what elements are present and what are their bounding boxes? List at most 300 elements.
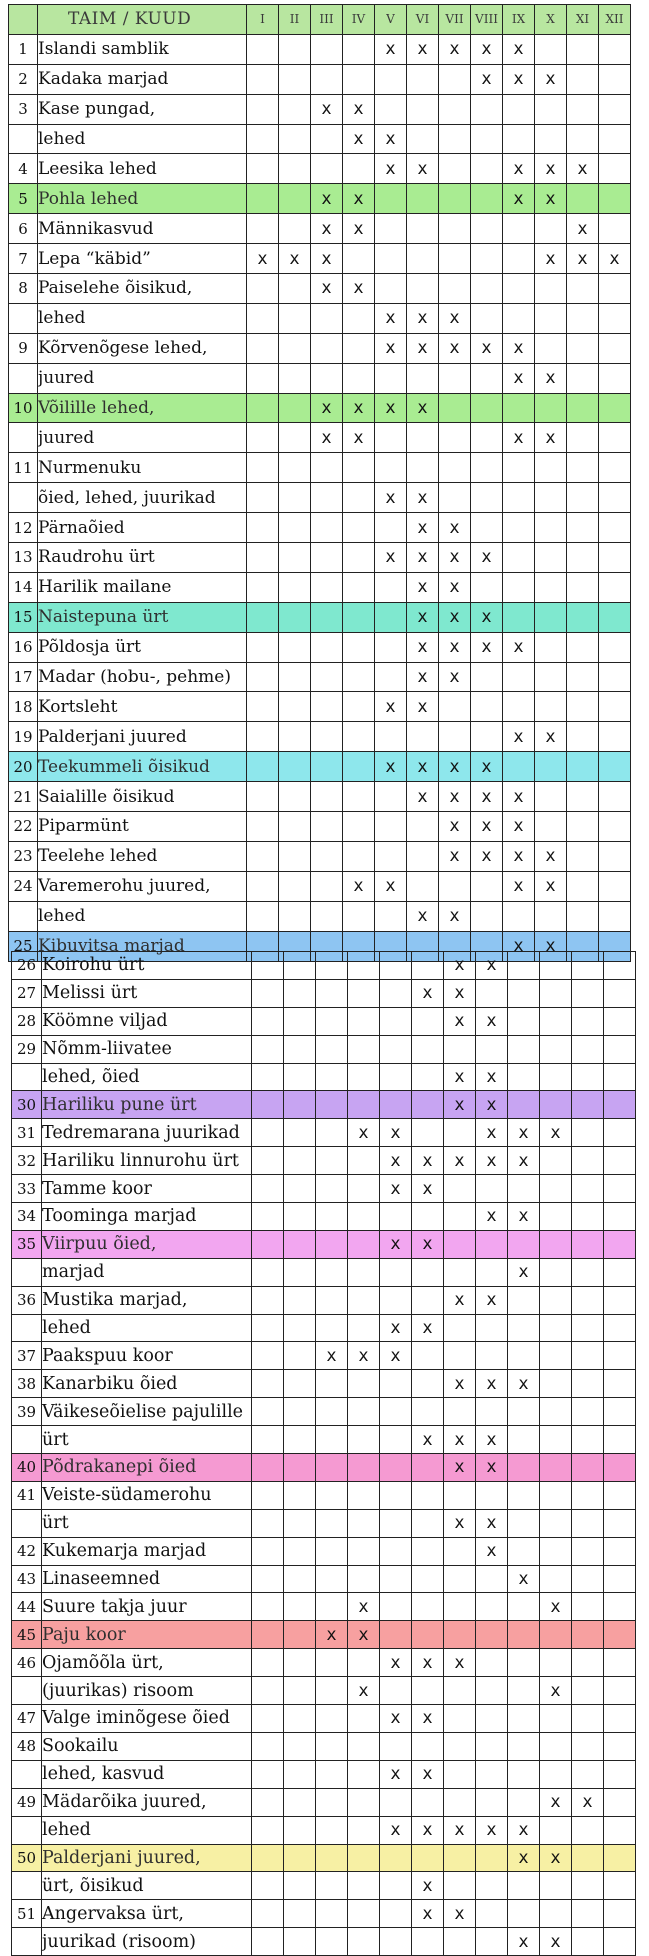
month-cell xyxy=(572,1900,604,1928)
month-cell xyxy=(604,1677,636,1705)
harvest-mark: x xyxy=(380,1760,412,1788)
harvest-mark: x xyxy=(503,841,535,871)
month-cell xyxy=(247,692,279,722)
row-number: 46 xyxy=(12,1649,42,1677)
month-cell xyxy=(316,1370,348,1398)
harvest-mark: x xyxy=(599,244,631,274)
month-cell xyxy=(380,1398,412,1426)
month-cell xyxy=(599,901,631,931)
month-cell xyxy=(535,692,567,722)
harvest-mark: x xyxy=(503,632,535,662)
month-cell xyxy=(567,662,599,692)
month-cell xyxy=(476,1788,508,1816)
month-cell xyxy=(572,1454,604,1482)
month-cell xyxy=(503,393,535,423)
month-cell xyxy=(604,1091,636,1119)
month-cell xyxy=(599,64,631,94)
month-cell xyxy=(535,901,567,931)
month-cell xyxy=(604,952,636,980)
month-cell xyxy=(343,543,375,573)
month-cell xyxy=(444,1258,476,1286)
harvest-mark: x xyxy=(508,1370,540,1398)
month-cell xyxy=(412,952,444,980)
harvest-mark: x xyxy=(311,94,343,124)
harvest-mark: x xyxy=(407,692,439,722)
month-cell xyxy=(252,1593,284,1621)
month-cell xyxy=(252,1230,284,1258)
month-cell xyxy=(348,1147,380,1175)
month-cell xyxy=(375,572,407,602)
month-cell xyxy=(348,1426,380,1454)
herb-row-45 xyxy=(12,1621,636,1649)
month-cell xyxy=(407,363,439,393)
month-cell xyxy=(311,453,343,483)
month-cell xyxy=(284,1732,316,1760)
harvest-mark: x xyxy=(407,572,439,602)
month-cell xyxy=(572,1342,604,1370)
month-cell xyxy=(380,1732,412,1760)
month-cell xyxy=(252,1258,284,1286)
herb-row-38 xyxy=(12,1370,636,1398)
month-cell xyxy=(252,1509,284,1537)
row-number xyxy=(12,1872,42,1900)
month-cell xyxy=(412,1509,444,1537)
harvest-mark: x xyxy=(407,632,439,662)
month-cell xyxy=(540,1816,572,1844)
month-cell xyxy=(284,1900,316,1928)
month-cell xyxy=(540,1509,572,1537)
herb-name: Suure takja juur xyxy=(42,1593,252,1621)
herb-row-30 xyxy=(12,1091,636,1119)
month-cell xyxy=(572,1175,604,1203)
month-cell xyxy=(247,34,279,64)
month-cell xyxy=(567,303,599,333)
herb-name: Naistepuna ürt xyxy=(38,602,247,632)
month-cell xyxy=(599,662,631,692)
month-cell xyxy=(599,543,631,573)
month-cell xyxy=(471,244,503,274)
harvest-mark: x xyxy=(412,1816,444,1844)
herb-name: Kukemarja marjad xyxy=(42,1537,252,1565)
month-cell xyxy=(412,1258,444,1286)
month-cell xyxy=(508,1649,540,1677)
herb-row-47 xyxy=(12,1705,636,1733)
month-cell xyxy=(380,1677,412,1705)
month-cell xyxy=(343,64,375,94)
month-cell xyxy=(540,1732,572,1760)
month-cell xyxy=(412,1091,444,1119)
month-cell xyxy=(444,1537,476,1565)
harvest-mark: x xyxy=(375,692,407,722)
harvest-mark: x xyxy=(380,1342,412,1370)
month-cell xyxy=(444,1314,476,1342)
month-cell xyxy=(311,901,343,931)
month-cell xyxy=(311,782,343,812)
herb-row-continuation xyxy=(12,1872,636,1900)
month-cell xyxy=(316,1816,348,1844)
month-cell xyxy=(316,979,348,1007)
month-cell xyxy=(279,602,311,632)
month-cell xyxy=(279,453,311,483)
month-cell xyxy=(348,1565,380,1593)
month-cell xyxy=(343,154,375,184)
month-cell xyxy=(375,782,407,812)
month-cell xyxy=(412,1063,444,1091)
row-number: 40 xyxy=(12,1454,42,1482)
month-cell xyxy=(279,94,311,124)
harvest-mark: x xyxy=(439,513,471,543)
month-cell xyxy=(535,572,567,602)
harvest-mark: x xyxy=(439,752,471,782)
month-cell xyxy=(343,901,375,931)
harvest-mark: x xyxy=(407,34,439,64)
harvest-mark: x xyxy=(380,1816,412,1844)
row-number: 22 xyxy=(9,812,38,842)
herb-name: Pohla lehed xyxy=(38,184,247,214)
row-number: 50 xyxy=(12,1844,42,1872)
month-cell xyxy=(540,1426,572,1454)
month-cell xyxy=(279,423,311,453)
harvest-mark: x xyxy=(375,483,407,513)
herb-row-26 xyxy=(12,952,636,980)
month-cell xyxy=(540,952,572,980)
month-cell xyxy=(284,979,316,1007)
month-cell xyxy=(604,1816,636,1844)
month-cell xyxy=(540,1314,572,1342)
row-number: 47 xyxy=(12,1705,42,1733)
month-cell xyxy=(412,1481,444,1509)
harvest-mark: x xyxy=(348,1593,380,1621)
harvest-mark: x xyxy=(476,1147,508,1175)
harvest-mark: x xyxy=(476,1091,508,1119)
harvest-mark: x xyxy=(471,752,503,782)
herb-row-continuation xyxy=(9,124,631,154)
harvest-mark: x xyxy=(535,931,567,961)
harvest-mark: x xyxy=(343,184,375,214)
herb-name: lehed xyxy=(38,124,247,154)
month-cell xyxy=(476,1398,508,1426)
month-cell xyxy=(252,1342,284,1370)
month-cell xyxy=(471,662,503,692)
month-cell xyxy=(252,1203,284,1231)
month-cell xyxy=(348,1091,380,1119)
month-cell xyxy=(316,1928,348,1956)
harvest-mark: x xyxy=(444,1091,476,1119)
month-cell xyxy=(476,1760,508,1788)
month-cell xyxy=(252,1147,284,1175)
month-cell xyxy=(311,812,343,842)
month-cell xyxy=(535,393,567,423)
herb-name: Valge iminõgese õied xyxy=(42,1705,252,1733)
month-cell xyxy=(311,154,343,184)
harvest-mark: x xyxy=(407,333,439,363)
harvest-mark: x xyxy=(439,632,471,662)
month-cell xyxy=(439,692,471,722)
month-cell xyxy=(284,1175,316,1203)
month-cell xyxy=(252,1175,284,1203)
month-cell xyxy=(508,1398,540,1426)
month-cell xyxy=(540,1258,572,1286)
month-cell xyxy=(412,1621,444,1649)
month-cell xyxy=(284,1370,316,1398)
month-cell xyxy=(380,1509,412,1537)
month-cell xyxy=(380,1007,412,1035)
month-cell xyxy=(508,1621,540,1649)
month-cell xyxy=(284,1481,316,1509)
month-cell xyxy=(247,124,279,154)
herb-name: Paju koor xyxy=(42,1621,252,1649)
harvest-mark: x xyxy=(444,1426,476,1454)
month-cell xyxy=(540,1481,572,1509)
month-cell xyxy=(284,1844,316,1872)
month-cell xyxy=(412,1788,444,1816)
month-cell xyxy=(439,184,471,214)
month-cell xyxy=(311,543,343,573)
herb-name: (juurikas) risoom xyxy=(42,1677,252,1705)
month-cell xyxy=(316,952,348,980)
month-cell xyxy=(572,1258,604,1286)
header-title: TAIM / KUUD xyxy=(38,5,247,35)
row-number: 6 xyxy=(9,214,38,244)
month-cell xyxy=(343,34,375,64)
harvest-mark: x xyxy=(380,1649,412,1677)
harvest-mark: x xyxy=(343,393,375,423)
row-number: 35 xyxy=(12,1230,42,1258)
month-cell xyxy=(535,34,567,64)
herb-name: ürt, õisikud xyxy=(42,1872,252,1900)
month-header-IV: IV xyxy=(343,5,375,35)
harvest-mark: x xyxy=(540,1677,572,1705)
row-number: 21 xyxy=(9,782,38,812)
harvest-mark: x xyxy=(380,1119,412,1147)
row-number: 7 xyxy=(9,244,38,274)
harvest-mark: x xyxy=(444,1286,476,1314)
month-cell xyxy=(279,274,311,304)
month-cell xyxy=(247,333,279,363)
month-cell xyxy=(476,1705,508,1733)
month-cell xyxy=(567,483,599,513)
harvest-mark: x xyxy=(412,979,444,1007)
month-cell xyxy=(476,1481,508,1509)
month-cell xyxy=(567,782,599,812)
month-cell xyxy=(247,423,279,453)
harvest-mark: x xyxy=(572,1788,604,1816)
month-cell xyxy=(380,952,412,980)
month-cell xyxy=(375,214,407,244)
month-cell xyxy=(247,94,279,124)
month-cell xyxy=(343,722,375,752)
month-cell xyxy=(247,662,279,692)
month-cell xyxy=(471,513,503,543)
row-number xyxy=(9,363,38,393)
month-cell xyxy=(535,274,567,304)
harvest-mark: x xyxy=(476,952,508,980)
month-cell xyxy=(284,1258,316,1286)
month-cell xyxy=(567,632,599,662)
month-cell xyxy=(604,1788,636,1816)
month-cell xyxy=(508,952,540,980)
row-number: 8 xyxy=(9,274,38,304)
month-cell xyxy=(375,453,407,483)
harvest-mark: x xyxy=(407,303,439,333)
herb-row-10 xyxy=(9,393,631,423)
month-cell xyxy=(407,722,439,752)
row-number xyxy=(12,1760,42,1788)
harvest-mark: x xyxy=(503,184,535,214)
month-cell xyxy=(476,1732,508,1760)
month-header-VI: VI xyxy=(407,5,439,35)
harvest-mark: x xyxy=(503,931,535,961)
herb-name: Viirpuu õied, xyxy=(42,1230,252,1258)
herb-row-5 xyxy=(9,184,631,214)
month-cell xyxy=(284,1230,316,1258)
month-cell xyxy=(503,94,535,124)
month-cell xyxy=(380,1537,412,1565)
month-cell xyxy=(540,1147,572,1175)
harvest-mark: x xyxy=(343,214,375,244)
row-number: 51 xyxy=(12,1900,42,1928)
month-cell xyxy=(508,1788,540,1816)
month-cell xyxy=(567,752,599,782)
herb-name: Sookailu xyxy=(42,1732,252,1760)
month-cell xyxy=(599,94,631,124)
month-cell xyxy=(572,1426,604,1454)
row-number: 10 xyxy=(9,393,38,423)
month-cell xyxy=(375,841,407,871)
month-cell xyxy=(316,1258,348,1286)
month-cell xyxy=(348,1398,380,1426)
month-cell xyxy=(599,124,631,154)
month-cell xyxy=(572,1035,604,1063)
herb-name: Paakspuu koor xyxy=(42,1342,252,1370)
month-cell xyxy=(567,572,599,602)
month-cell xyxy=(279,841,311,871)
herb-name: Teekummeli õisikud xyxy=(38,752,247,782)
month-cell xyxy=(380,1063,412,1091)
harvest-mark: x xyxy=(471,812,503,842)
month-cell xyxy=(508,1063,540,1091)
month-cell xyxy=(380,1370,412,1398)
month-cell xyxy=(535,543,567,573)
herb-name: marjad xyxy=(42,1258,252,1286)
month-cell xyxy=(343,333,375,363)
harvest-mark: x xyxy=(508,1258,540,1286)
row-number: 18 xyxy=(9,692,38,722)
herb-name: Varemerohu juured, xyxy=(38,871,247,901)
row-number: 38 xyxy=(12,1370,42,1398)
month-cell xyxy=(279,632,311,662)
month-cell xyxy=(476,1844,508,1872)
month-cell xyxy=(412,1203,444,1231)
herb-name: juurikad (risoom) xyxy=(42,1928,252,1956)
month-cell xyxy=(572,1593,604,1621)
month-cell xyxy=(535,214,567,244)
harvest-mark: x xyxy=(540,1928,572,1956)
month-cell xyxy=(604,1649,636,1677)
herb-name: Ojamõõla ürt, xyxy=(42,1649,252,1677)
harvest-mark: x xyxy=(503,722,535,752)
row-number: 1 xyxy=(9,34,38,64)
month-cell xyxy=(375,244,407,274)
month-cell xyxy=(407,244,439,274)
harvest-mark: x xyxy=(343,124,375,154)
month-cell xyxy=(503,662,535,692)
row-number: 31 xyxy=(12,1119,42,1147)
month-cell xyxy=(572,1091,604,1119)
harvest-mark: x xyxy=(567,214,599,244)
herb-row-20 xyxy=(9,752,631,782)
row-number: 19 xyxy=(9,722,38,752)
month-cell xyxy=(316,1537,348,1565)
month-cell xyxy=(247,901,279,931)
month-cell xyxy=(412,1007,444,1035)
month-cell xyxy=(380,1035,412,1063)
row-number: 32 xyxy=(12,1147,42,1175)
month-cell xyxy=(508,1454,540,1482)
month-cell xyxy=(279,692,311,722)
month-cell xyxy=(535,94,567,124)
harvest-mark: x xyxy=(439,782,471,812)
month-cell xyxy=(471,483,503,513)
month-cell xyxy=(567,602,599,632)
month-cell xyxy=(284,1509,316,1537)
month-cell xyxy=(572,1286,604,1314)
month-cell xyxy=(316,1844,348,1872)
month-cell xyxy=(604,1928,636,1956)
month-cell xyxy=(252,1426,284,1454)
herb-name: Hariliku pune ürt xyxy=(42,1091,252,1119)
month-cell xyxy=(508,1230,540,1258)
herb-name: Koirohu ürt xyxy=(42,952,252,980)
month-cell xyxy=(316,1872,348,1900)
month-cell xyxy=(439,214,471,244)
month-header-VIII: VIII xyxy=(471,5,503,35)
month-cell xyxy=(540,1872,572,1900)
month-cell xyxy=(540,1760,572,1788)
row-number: 28 xyxy=(12,1007,42,1035)
month-cell xyxy=(252,1705,284,1733)
month-cell xyxy=(343,812,375,842)
herb-name: Nurmenuku xyxy=(38,453,247,483)
herb-row-28 xyxy=(12,1007,636,1035)
month-cell xyxy=(279,34,311,64)
month-cell xyxy=(316,1732,348,1760)
harvest-mark: x xyxy=(476,1454,508,1482)
harvest-mark: x xyxy=(444,1900,476,1928)
month-cell xyxy=(503,214,535,244)
month-cell xyxy=(279,901,311,931)
month-cell xyxy=(471,871,503,901)
harvest-mark: x xyxy=(311,244,343,274)
month-cell xyxy=(572,1760,604,1788)
month-cell xyxy=(572,979,604,1007)
harvest-mark: x xyxy=(407,483,439,513)
month-cell xyxy=(604,1900,636,1928)
month-cell xyxy=(380,979,412,1007)
month-cell xyxy=(284,1286,316,1314)
month-cell xyxy=(604,1872,636,1900)
harvest-mark: x xyxy=(535,244,567,274)
month-cell xyxy=(316,1565,348,1593)
month-cell xyxy=(503,752,535,782)
herb-name: Kase pungad, xyxy=(38,94,247,124)
month-cell xyxy=(343,483,375,513)
month-cell xyxy=(247,513,279,543)
herb-name: Väikeseõielise pajulille xyxy=(42,1398,252,1426)
month-cell xyxy=(540,1454,572,1482)
month-cell xyxy=(444,1035,476,1063)
month-cell xyxy=(284,1760,316,1788)
